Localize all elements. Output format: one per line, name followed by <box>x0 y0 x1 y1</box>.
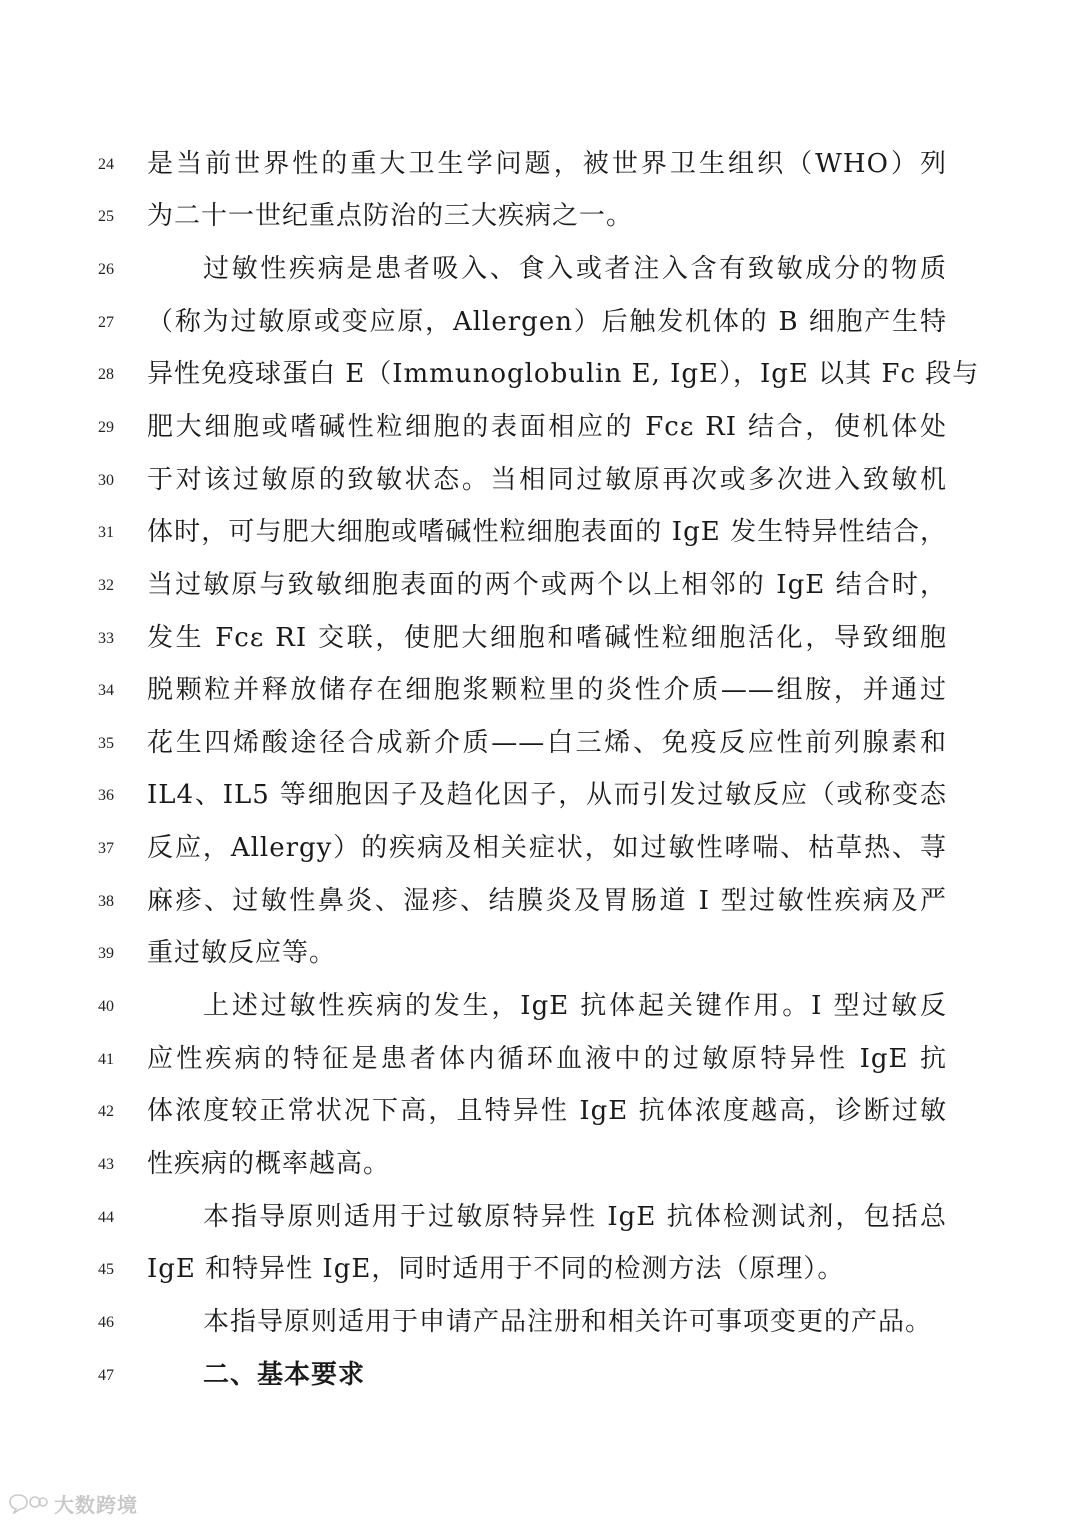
line-text: 肥大细胞或嗜碱性粒细胞的表面相应的 Fcε RI 结合，使机体处 <box>147 412 947 442</box>
text-line-38 <box>0 875 1080 927</box>
text-line-32 <box>0 559 1080 611</box>
text-line-25 <box>0 190 1080 242</box>
line-text: 当过敏原与致敏细胞表面的两个或两个以上相邻的 IgE 结合时， <box>147 570 947 600</box>
text-line-36 <box>0 769 1080 821</box>
line-number: 42 <box>98 1103 114 1120</box>
line-number: 45 <box>98 1261 114 1278</box>
text-line-29 <box>0 401 1080 453</box>
text-line-31 <box>0 506 1080 558</box>
line-text: 脱颗粒并释放储存在细胞浆颗粒里的炎性介质——组胺，并通过 <box>147 675 947 705</box>
line-text: 发生 Fcε RI 交联，使肥大细胞和嗜碱性粒细胞活化，导致细胞 <box>147 623 947 653</box>
text-line-30 <box>0 454 1080 506</box>
text-line-43 <box>0 1138 1080 1190</box>
line-number: 29 <box>98 419 114 436</box>
line-number: 25 <box>98 208 114 225</box>
text-line-47 <box>0 1349 1080 1401</box>
text-line-39 <box>0 927 1080 979</box>
line-text: 本指导原则适用于申请产品注册和相关许可事项变更的产品。 <box>203 1307 933 1337</box>
line-text: 麻疹、过敏性鼻炎、湿疹、结膜炎及胃肠道 I 型过敏性疾病及严 <box>147 886 947 916</box>
line-text: IL4、IL5 等细胞因子及趋化因子，从而引发过敏反应（或称变态 <box>147 780 947 810</box>
line-number: 34 <box>98 682 114 699</box>
text-line-37 <box>0 822 1080 874</box>
line-number: 32 <box>98 577 114 594</box>
line-text: 花生四烯酸途径合成新介质——白三烯、免疫反应性前列腺素和 <box>147 728 947 758</box>
text-line-28 <box>0 348 1080 400</box>
line-text: 为二十一世纪重点防治的三大疾病之一。 <box>147 201 634 231</box>
text-line-34 <box>0 664 1080 716</box>
text-line-35 <box>0 717 1080 769</box>
line-number: 36 <box>98 787 114 804</box>
line-number: 35 <box>98 735 114 752</box>
line-text: 于对该过敏原的致敏状态。当相同过敏原再次或多次进入致敏机 <box>147 465 947 495</box>
line-text: 过敏性疾病是患者吸入、食入或者注入含有致敏成分的物质 <box>203 254 947 284</box>
line-text: 性疾病的概率越高。 <box>147 1149 391 1179</box>
line-number: 39 <box>98 945 114 962</box>
line-number: 27 <box>98 314 114 331</box>
line-number: 37 <box>98 840 114 857</box>
text-line-26 <box>0 243 1080 295</box>
line-text: 体时，可与肥大细胞或嗜碱性粒细胞表面的 IgE 发生特异性结合， <box>147 517 947 547</box>
text-line-24 <box>0 138 1080 190</box>
text-line-41 <box>0 1033 1080 1085</box>
text-line-33 <box>0 612 1080 664</box>
line-number: 43 <box>98 1156 114 1173</box>
line-text: 反应，Allergy）的疾病及相关症状，如过敏性哮喘、枯草热、荨 <box>147 833 947 863</box>
chat-bubble-logo-icon <box>8 1492 48 1514</box>
line-number: 41 <box>98 1051 114 1068</box>
line-text: IgE 和特异性 IgE，同时适用于不同的检测方法（原理）。 <box>147 1254 845 1284</box>
line-number: 33 <box>98 630 114 647</box>
line-number: 40 <box>98 998 114 1015</box>
line-text: 体浓度较正常状况下高，且特异性 IgE 抗体浓度越高，诊断过敏 <box>147 1096 947 1126</box>
line-text: 本指导原则适用于过敏原特异性 IgE 抗体检测试剂，包括总 <box>203 1202 947 1232</box>
line-number: 28 <box>98 366 114 383</box>
line-number: 30 <box>98 472 114 489</box>
line-number: 24 <box>98 156 114 173</box>
text-line-40 <box>0 980 1080 1032</box>
text-line-27 <box>0 296 1080 348</box>
text-line-44 <box>0 1191 1080 1243</box>
text-line-42 <box>0 1085 1080 1137</box>
watermark <box>8 1488 138 1518</box>
watermark-text: 大数跨境 <box>54 1492 138 1517</box>
line-number: 38 <box>98 893 114 910</box>
line-text: 异性免疫球蛋白 E（Immunoglobulin E, IgE），IgE 以其 Fc 段与 <box>147 359 980 389</box>
line-number: 26 <box>98 261 114 278</box>
section-heading: 二、基本要求 <box>203 1360 366 1390</box>
line-text: 上述过敏性疾病的发生，IgE 抗体起关键作用。I 型过敏反 <box>203 991 947 1021</box>
line-number: 44 <box>98 1209 114 1226</box>
line-number: 47 <box>98 1367 114 1384</box>
line-text: 是当前世界性的重大卫生学问题，被世界卫生组织（WHO）列 <box>147 149 947 179</box>
text-line-46 <box>0 1296 1080 1348</box>
line-text: 应性疾病的特征是患者体内循环血液中的过敏原特异性 IgE 抗 <box>147 1044 947 1074</box>
text-line-45 <box>0 1243 1080 1295</box>
line-text: （称为过敏原或变应原，Allergen）后触发机体的 B 细胞产生特 <box>147 307 947 337</box>
line-number: 31 <box>98 524 114 541</box>
line-number: 46 <box>98 1314 114 1331</box>
line-text: 重过敏反应等。 <box>147 938 337 968</box>
